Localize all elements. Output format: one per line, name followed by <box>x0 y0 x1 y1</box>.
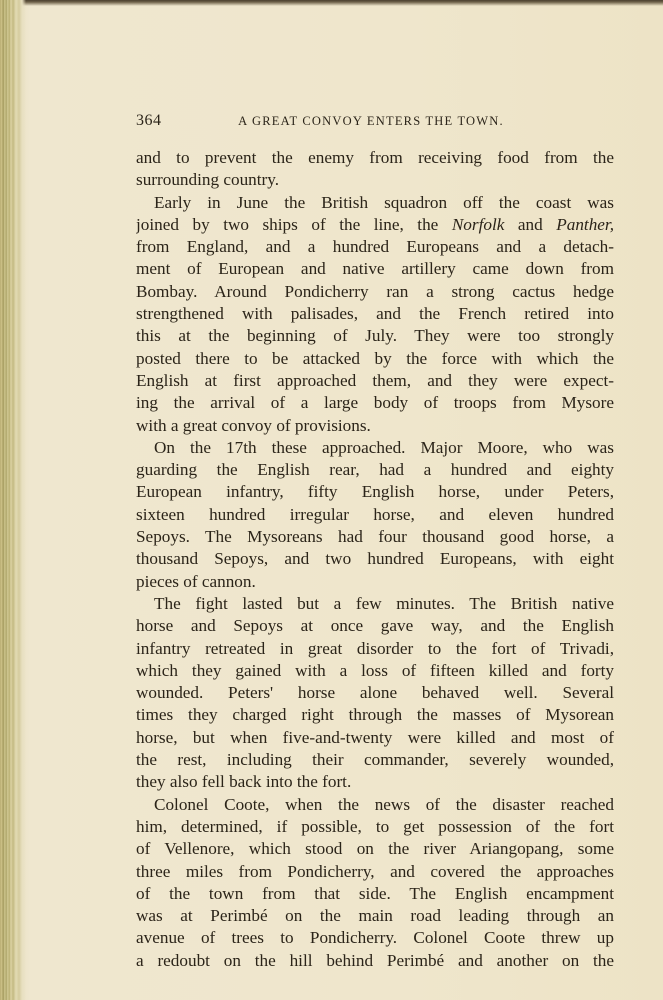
text-line-content: Bombay. Around Pondicherry ran a strong cactus hedge <box>136 281 614 301</box>
text-line-content: Sepoys. The Mysoreans had four thousand good horse, a <box>136 527 614 547</box>
text-line <box>136 192 614 214</box>
text-line <box>136 481 614 503</box>
text-line-content: European infantry, fifty English horse, under Peters, <box>136 482 614 502</box>
text-line-content: of the town from that side. The English encampment <box>136 883 614 903</box>
text-line-content: ing the arrival of a large body of troops from Mysore <box>136 393 614 413</box>
text-line <box>136 727 614 749</box>
text-line <box>136 861 614 883</box>
text-line <box>136 459 614 481</box>
text-line <box>136 169 614 191</box>
text-line <box>136 214 614 236</box>
text-line-content: ment of European and native artillery came down from <box>136 259 614 279</box>
text-line <box>136 816 614 838</box>
text-line-content: pieces of cannon. <box>136 571 256 591</box>
text-line <box>136 370 614 392</box>
text-line-content: horse and Sepoys at once gave way, and the English <box>136 616 614 636</box>
text-line-content: with a great convoy of provisions. <box>136 415 371 435</box>
text-line <box>136 258 614 280</box>
text-line <box>136 147 614 169</box>
text-line <box>136 660 614 682</box>
text-line-content: strengthened with palisades, and the French retired into <box>136 304 614 324</box>
running-head: A GREAT CONVOY ENTERS THE TOWN. <box>238 114 504 128</box>
text-line-content: Early in June the British squadron off the coast was <box>154 192 614 212</box>
page-header <box>136 112 614 134</box>
ship-name: Panther, <box>556 214 614 234</box>
text-line-content: three miles from Pondicherry, and covered the approaches <box>136 861 614 881</box>
text-line-content: Colonel Coote, when the news of the disaster reached <box>154 794 614 814</box>
text-line <box>136 437 614 459</box>
text-line-content: a redoubt on the hill behind Perimbé and another on the <box>136 950 614 970</box>
text-line-content: The fight lasted but a few minutes. The British native <box>154 593 614 613</box>
text-line-content: the rest, including their commander, severely wounded, <box>136 750 614 770</box>
text-line-content: this at the beginning of July. They were too strongly <box>136 326 614 346</box>
text-line <box>136 771 614 793</box>
text-line <box>136 571 614 593</box>
text-line-content: him, determined, if possible, to get possession of the fort <box>136 816 614 836</box>
text-line-content: infantry retreated in great disorder to the fort of Trivadi, <box>136 638 614 658</box>
text-line-content: they also fell back into the fort. <box>136 772 352 792</box>
text-line-content: from England, and a hundred Europeans and a detach- <box>136 237 614 257</box>
page-top-edge <box>0 0 663 6</box>
text-line-content: and <box>504 214 557 234</box>
text-line-content: times they charged right through the masses of Mysorean <box>136 705 614 725</box>
text-line <box>136 348 614 370</box>
ship-name: Norfolk <box>451 214 505 234</box>
text-line <box>136 504 614 526</box>
text-line-content: wounded. Peters' horse alone behaved well. Several <box>136 683 614 703</box>
text-line <box>136 682 614 704</box>
text-line <box>136 236 614 258</box>
text-line-content: was at Perimbé on the main road leading through an <box>136 906 614 926</box>
text-line-content: and to prevent the enemy from receiving food from the <box>136 148 614 167</box>
text-line-content: thousand Sepoys, and two hundred Europeans, with eight <box>136 549 614 569</box>
text-line-content: guarding the English rear, had a hundred and eighty <box>136 460 614 480</box>
text-line <box>136 749 614 771</box>
text-line <box>136 548 614 570</box>
text-line <box>136 883 614 905</box>
body-text <box>136 147 614 972</box>
text-line <box>136 526 614 548</box>
text-line-content: surrounding country. <box>136 170 280 190</box>
text-line-content: English at first approached them, and they were expect- <box>136 370 614 390</box>
text-line-content: On the 17th these approached. Major Moore, who was <box>154 437 614 457</box>
text-line <box>136 415 614 437</box>
text-line-content: posted there to be attacked by the force with which the <box>136 348 614 368</box>
text-line <box>136 927 614 949</box>
text-line <box>136 838 614 860</box>
text-line <box>136 794 614 816</box>
text-line <box>136 325 614 347</box>
page-number: 364 <box>136 112 162 129</box>
text-line-content: which they gained with a loss of fifteen killed and forty <box>136 660 614 680</box>
text-line-content: horse, but when five-and-twenty were killed and most of <box>136 727 614 747</box>
text-line <box>136 615 614 637</box>
text-line-content: avenue of trees to Pondicherry. Colonel Coote threw up <box>136 928 614 948</box>
text-line-content: sixteen hundred irregular horse, and eleven hundred <box>136 504 614 524</box>
text-line <box>136 392 614 414</box>
book-binding-edge <box>0 0 26 1000</box>
text-line <box>136 281 614 303</box>
text-line <box>136 704 614 726</box>
text-line <box>136 905 614 927</box>
text-line-content: of Vellenore, which stood on the river Ariangopang, some <box>136 839 614 859</box>
text-line <box>136 950 614 972</box>
text-line-content: joined by two ships of the line, the <box>136 214 439 234</box>
text-line <box>136 303 614 325</box>
text-line <box>136 593 614 615</box>
text-line <box>136 638 614 660</box>
